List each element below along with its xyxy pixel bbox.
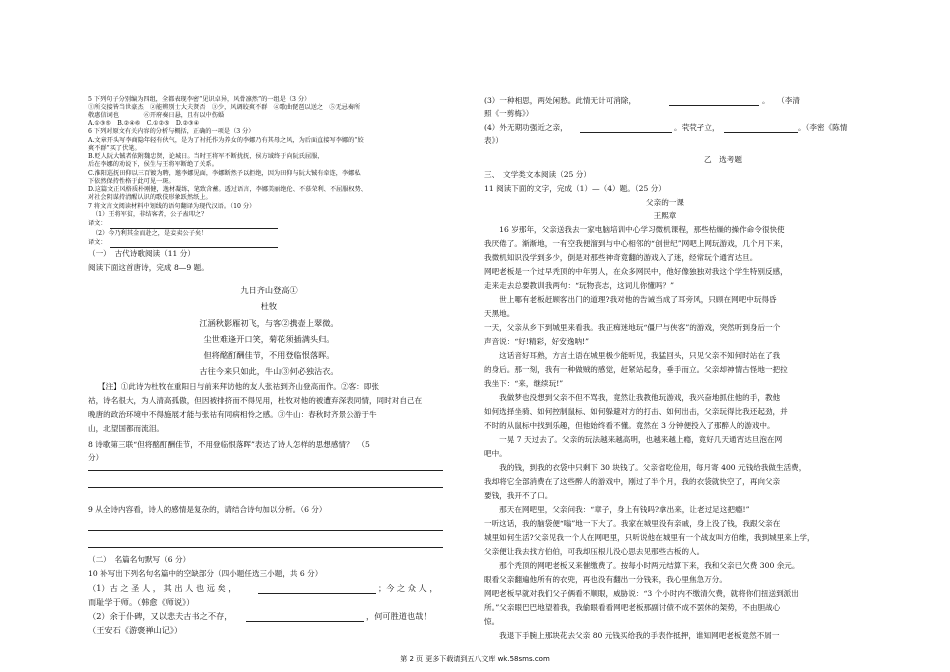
q10-item-2-part-b: ，何可胜道也哉！ [366,611,432,621]
q8-answer-line-2[interactable] [88,487,443,488]
q7-answer-line-2[interactable] [110,247,278,248]
story-line: 我却将它全部消费在了这些醉人的游戏中，刚过了半个月，我的衣袋就快空了，再向父亲 [484,477,781,486]
q7-label-2: 译文： [88,239,107,246]
q10-item-4-source: 表》） [484,136,503,145]
q8-stem-cont: 分） [88,453,104,462]
poem-author: 杜牧 [260,301,278,311]
poem-line-4: 古往今来只如此，牛山③何必独沾衣。 [199,366,339,376]
story-line: 如何选择坐骑、如何控制鼠标、如何躲避对方的打击、如何出击，父亲玩得比我还起劲，并 [484,407,788,416]
q6-option-c: C.淮阳巡抚田仰以三百镀为聘，邀李娜见面，李娜断然予以拒绝，因为田仰与阮大铖有牵连，李娜私 [88,170,361,177]
story-line: 走来走去总要教训我两句：“玩物丧志，这词儿你懂吗？” [484,281,675,290]
poem-title: 九日齐山登高① [240,285,298,295]
q7-answer-line-1[interactable] [110,228,278,229]
q10-blank-1[interactable] [258,593,376,594]
story-line: 父亲便让我去找方伯伯，可我却压根儿没心思去见那些古板的人。 [484,547,705,556]
story-line: 我退下手腕上那块花去父亲 80 元钱买给我的手表作抵押，谁知网吧老板竟然不屑一 [484,631,780,640]
story-line: 我坐下：“来，继续玩!” [484,379,564,388]
story-line: 所。”父亲眼巴巴地望着我，我偷眼看看网吧老板那副讨债不成不罢休的架势，不由胆战心 [484,603,781,612]
q6-stem: 6 下列对原文有关内容的分析与概括，正确的一项是（3 分） [88,128,255,135]
q5-options: A.①③⑤ B.②④⑥ C.①②⑤ D.②③④ [88,120,200,127]
poem-note-2: 祜，诗名很大，为人清高孤傲，但因被排挤而不得见用，杜牧对他的被遭弃深表同情，同时对自己在 [88,396,423,405]
q6-option-b: B.贬人阮大铖者依附魏忠贤，论城日。当时王将军不断扰抚，侯方域终于向阮氏屈服， [88,153,324,160]
q5-line2: 敬惠信词也 ⑥开府奏日悬，且有以中伤婚 [88,112,225,119]
q10-stem: 10 补写出下列名句名篇中的空缺部分（四小题任选三小题，共 6 分） [88,569,323,578]
q11-stem: 11 阅读下面的文字，完成（1）—（4）题。（25 分） [484,184,666,193]
story-line: 要钱，我开不了口。 [484,491,553,500]
q6-option-c-cont: 下依然保持性格于此可见一斑。 [88,178,175,185]
q5-line1: ①所交接皆当世豪杰 ②能辨别士大夫贤否 ③少，风调皎爽不群 ④歌曲琵琶以送之 ⑤无忌奏所 [88,104,361,111]
q10-item-2-source: （王安石《游褒禅山记》） [88,625,183,635]
q7-label-1: 译文： [88,220,107,227]
story-line: 世上哪有老板赶顾客出门的道理?我对他的告诫当成了耳旁风，只顾在网吧中玩得昏 [484,295,777,304]
story-author: 王熙章 [653,211,677,220]
section-elective: 乙 选考题 [704,155,742,164]
poem-line-2: 尘世难逢开口笑，菊花须插满头归。 [203,334,335,344]
q10-blank-4a[interactable] [580,132,672,133]
story-line: 一天，父亲从乡下到城里来看我。我正痴迷地玩“僵尸与侠客”的游戏，突然听到身后一个 [484,323,781,332]
q10-item-2-part-a: （2）余于仆碑，又以悲夫古书之不存， [88,611,233,621]
q9-answer-line-2[interactable] [88,547,443,548]
q9-answer-line-1[interactable] [88,530,443,531]
story-line: 我微机知识没学到多少，倒是对那些神奇竟翻的游戏入了迷，经常玩个通宵达旦。 [484,253,758,262]
story-line: 16 岁那年，父亲送我去一家电脑培训中心学习微机课程，那些枯燥的操作命令很快使 [484,225,785,234]
story-line: 眼看父亲翻遍他所有的衣兜，再也没有翻出一分钱来，我心里焦急万分。 [484,575,727,584]
story-line: 天黑地。 [484,309,515,318]
q10-item-4-part-a: (4）外无期功强近之亲， [484,123,568,132]
story-line: 那个秃顶的网吧老板又来催缴费了。按每小时两元结算下来，我和父亲已欠费 300 余元。 [484,561,800,570]
poem-note-1: 【注】①此诗为杜牧在重阳日与前来拜访他的友人张祜到齐山登高而作。②客：即张 [98,382,379,391]
story-line: 惊。 [484,617,500,626]
story-line: 我的钱，到我的衣袋中只剩下 30 块钱了。父亲省吃俭用，每月寄 400 元钱给我做生活费， [484,463,807,472]
story-line: 一晃 7 天过去了。父亲的玩法越来越高明，也越来越上瘾，竟好几天通宵达旦泡在网 [484,435,783,444]
q7-sentence-2: （2）今乃利其金而赴之，是妾卖公子矣！ [92,230,208,237]
q10-item-1-part-b: ；今 之 众 人 ， [378,583,438,593]
poem-line-1: 江涵秋影雁初飞，与客②携壶上翠微。 [199,318,339,328]
story-line: 那天在网吧里，父亲问我：“章子，身上有钱吗?拿出来，让老过足这把瘾!” [484,505,750,514]
q6-option-d-cont: 对社会阴谋持清醒认识的歌伎形象跃然纸上。 [88,194,212,201]
story-line: 这话音好耳熟，方言土语在城里极少能听见，我猛回头，只见父亲不知何时站在了我 [484,351,781,360]
section-mingju: （二） 名篇名句默写（6 分） [88,555,191,564]
q10-item-1-part-a: （1）古 之 圣 人 ， 其 出 人 也 远 矣 ， [88,583,237,593]
q10-blank-4b[interactable] [724,132,798,133]
poem-note-4: 山，北望国都而流泪。 [88,424,164,433]
section-ancient-poetry: （一） 古代诗歌阅读（11 分） [88,249,195,258]
story-line: 网吧老板早就对我们父子俩看不顺眼，威胁说：“3 个小时内不缴清欠费，就将你们扭送到派出 [484,589,799,598]
story-line: 声音说：“好!精彩，好安逸呐!” [484,337,589,346]
q7-sentence-1: （1）王将军贫，非结客者，公子盍叩之？ [92,211,208,218]
q10-item-3-part-a: (3）一种相思，两处闲愁。此情无计可消除， [484,96,637,105]
q6-option-a-cont: 爽不群”买了伏笔。 [88,145,141,152]
q10-item-3-source: 照《一剪梅》） [484,109,534,118]
q10-item-3-part-b: 。 （李清 [762,96,800,105]
q6-option-b-cont: 后在李娜的劝说下，侯生与王将军断绝了关系。 [88,161,218,168]
story-line: 的身后。那一刻，我有一种做贼的感觉，赶紧站起身，垂手而立。父亲却神情古怪地一把拉 [484,365,788,374]
story-line: 我做梦也没想到父亲不但不骂我，竟然让我教他玩游戏，我兴奋地抓住他的手，教他 [484,393,781,402]
q6-option-a: A.文章开头写李商隐年轻有伙气，是为了衬托作为养女的李娜乃有其母之风，为后面直接写李娜的“姣 [88,137,364,144]
q10-item-1-source: 而耻学于师。（韩愈《师说》） [88,597,195,607]
q7-stem: 7 将文言文阅读材料中划线的语句翻译为现代汉语。（10 分） [88,203,256,210]
q8-answer-line-1[interactable] [88,470,443,471]
story-line: 一听这话，我的脑袋便“嗡”地一下大了。我家在城里没有亲戚，身上没了钱，我跟父亲在 [484,519,781,528]
poem-line-3: 但将酩酊酬佳节，不用登临恨落晖。 [203,350,335,360]
poetry-intro: 阅读下面这首唐诗，完成 8—9 题。 [88,263,209,272]
story-line: 我厌倦了。渐渐地，一有空我便溜到与中心相邻的“创世纪”网吧上网玩游戏，几个月下来， [484,239,788,248]
poem-note-3: 晚唐的政治环境中不得施展才能与张祜有同病相怜之感。③牛山：春秋时齐景公游于牛 [88,410,377,419]
q10-blank-3[interactable] [669,105,759,106]
q10-item-4-part-c: 。（李密《陈情 [798,123,848,132]
story-line: 城里如何生活?父亲见我一个人在网吧里，只听说他在城里有一个战友叫方伯维，我到城里来上学， [484,533,815,542]
q5-stem: 5 下列句子分别编为四组，全都表现李密“见识卓异，风骨凛然”的一组是（3 分） [88,96,311,103]
story-title: 父亲的一课 [646,198,684,207]
q8-stem: 8 诗歌第三联“但将酩酊酬佳节，不用登临恨落晖”表达了诗人怎样的思想感情？ （5 [88,440,370,449]
story-line: 吧中。 [484,449,507,458]
q6-option-d: D.这篇文正风格质朴刚健，逸材凝练，笔致含蓄。透过语言，李娜美丽绝伦、不慕荣利、不屈服权势、 [88,186,367,193]
story-line: 网吧老板是一个过早秃顶的中年男人，在众多网民中，他好像独独对我这个学生特别反感， [484,267,788,276]
q10-item-4-part-b: 。茕茕孑立， [674,123,720,132]
q10-blank-2[interactable] [246,621,364,622]
q9-stem: 9 从全诗内容看，诗人的感情是复杂的，请结合诗句加以分析。（6 分） [88,505,327,514]
story-line: 不时的从鼠标中找到乐趣，但他始终看不懂。竟然在 3 分钟便投入了那醉人的游戏中。 [484,421,775,430]
section-literary-reading: 三、 文学类文本阅读（25 分） [484,170,591,179]
page-footer: 第 2 页 更多下载请到五八文库 wk.58sms.com [400,655,550,663]
